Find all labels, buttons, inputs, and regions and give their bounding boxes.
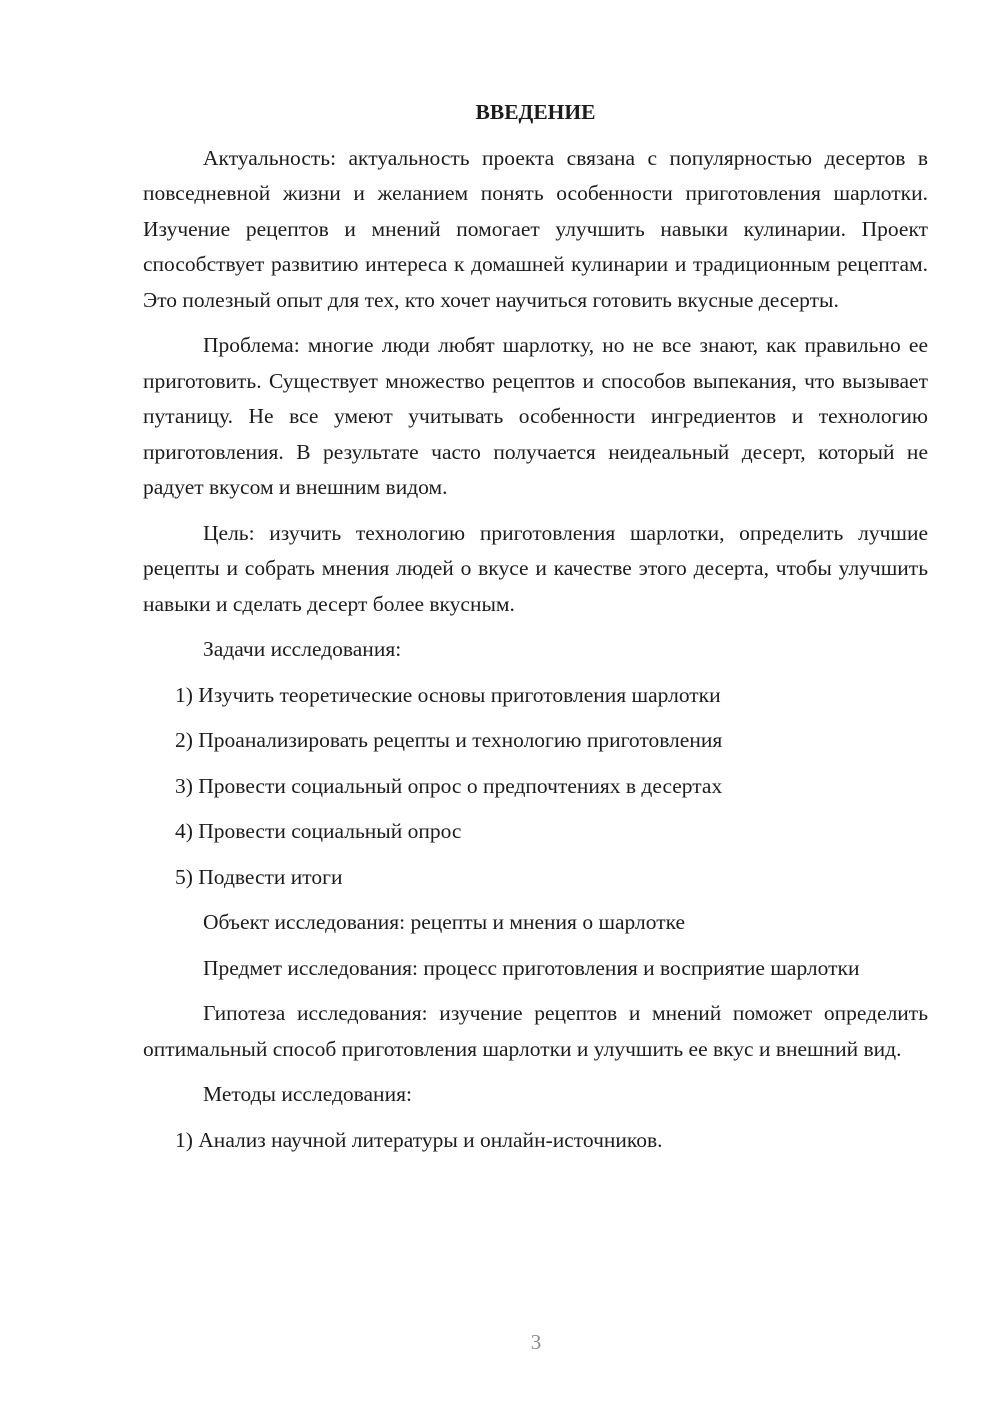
tasks-title: Задачи исследования: [203,637,402,661]
subject-paragraph: Предмет исследования: процесс приготовления и восприятие шарлотки [203,955,860,980]
task-item: 2) Проанализировать рецепты и технологию приготовления [175,728,723,752]
object-paragraph: Объект исследования: рецепты и мнения о шарлотке [203,910,686,934]
relevance-paragraph: Актуальность: актуальность проекта связана с популярностью десертов в повседневной жизни и желанием понять особенности приготовления шарлотки. Изучение рецептов и мнений помогает улучшить навыки кулинарии. Проект способствует развитию интереса к домашней кулинарии и традиционным рецептам. Это полезный опыт для тех, кто хочет научиться готовить вкусные десерты. [143,145,928,312]
page-number: 3 [530,1330,542,1354]
methods-title: Методы исследования: [203,1082,412,1106]
task-item: 4) Провести социальный опрос [175,819,462,843]
task-item: 5) Подвести итоги [175,864,343,889]
hypothesis-paragraph: Гипотеза исследования: изучение рецептов и мнений поможет определить оптимальный способ приготовления шарлотки и улучшить ее вкус и внешний вид. [143,1001,928,1061]
document-body [143,95,928,1168]
goal-paragraph: Цель: изучить технологию приготовления шарлотки, определить лучшие рецепты и собрать мнения людей о вкусе и качестве этого десерта, чтобы улучшить навыки и сделать десерт более вкусным. [143,520,928,616]
task-item: 3) Провести социальный опрос о предпочтениях в десертах [175,773,723,798]
section-heading: ВВЕДЕНИЕ [475,100,596,124]
method-item: 1) Анализ научной литературы и онлайн-источников. [175,1127,663,1152]
task-item: 1) Изучить теоретические основы приготовления шарлотки [175,682,721,707]
problem-paragraph: Проблема: многие люди любят шарлотку, но не все знают, как правильно ее приготовить. Существует множество рецептов и способов выпекания, что вызывает путаницу. Не все умеют учитывать особенности ингредиентов и технологию приготовления. В результате часто получается неидеальный десерт, который не радует вкусом и внешним видом. [143,333,928,499]
